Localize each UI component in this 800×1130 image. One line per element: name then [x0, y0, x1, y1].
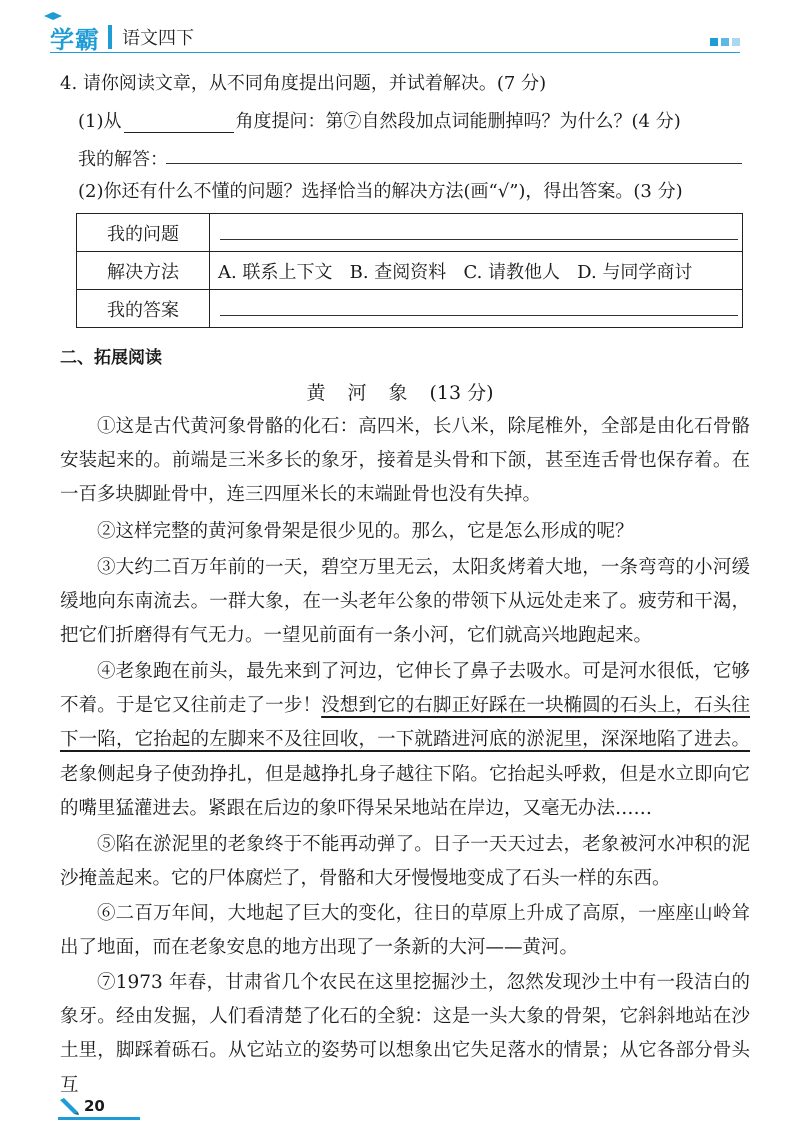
paragraph-2: ②这样完整的黄河象骨架是很少见的。那么，它是怎么形成的呢？ [97, 521, 634, 542]
paragraph-5: ⑤陷在淤泥里的老象终于不能再动弹了。日子一天天过去，老象被河水冲积的泥沙掩盖起来。它的尸体腐烂了，骨骼和大牙慢慢地变成了石头一样的东西。 [60, 834, 750, 890]
paragraph-7: ⑦1973 年春，甘肃省几个农民在这里挖掘沙土，忽然发现沙土中有一段洁白的象牙。经由发掘，人们看清楚了化石的全貌：这是一头大象的骨架，它斜斜地站在沙土里，脚踩着砾石。从它站立的姿势可以想象出它失足落水的情景；从它各部分骨头互 [60, 972, 750, 1096]
answer-table [76, 213, 743, 328]
header-decoration [710, 38, 740, 46]
page-number: 20 [84, 1097, 105, 1115]
pencil-icon [58, 1096, 80, 1116]
article-title [0, 378, 800, 405]
article-title-text: 黄河象 [306, 382, 430, 404]
question-part1 [78, 107, 681, 133]
my-answer-line[interactable] [166, 163, 742, 164]
footer-rule [58, 1117, 140, 1120]
header-rule [50, 52, 740, 53]
write-line [220, 239, 738, 240]
my-answer-label: 我的解答： [78, 149, 168, 170]
paragraph-1: ①这是古代黄河象骨骼的化石：高四米，长八米，除尾椎外，全部是由化石骨骼安装起来的。前端是三米多长的象牙，接着是头骨和下颌，甚至连舌骨也保存着。在一百多块脚趾骨中，连三四厘米长的末端趾骨也没有失掉。 [60, 416, 750, 506]
book-title: 语文四下 [122, 28, 194, 49]
table-row [77, 214, 743, 252]
graduation-cap-icon [44, 12, 62, 22]
paragraph-4 [60, 655, 750, 826]
angle-blank[interactable] [124, 114, 234, 133]
article-score: (13 分) [429, 382, 494, 404]
logo-divider [108, 25, 112, 49]
row-label: 我的答案 [77, 290, 210, 328]
my-question-cell[interactable] [210, 214, 743, 252]
logo [50, 22, 194, 52]
paragraph-6: ⑥二百万年间，大地起了巨大的变化，往日的草原上升成了高原，一座座山岭耸出了地面，而在老象安息的地方出现了一条新的大河——黄河。 [60, 903, 750, 959]
write-line [220, 315, 738, 316]
row-label: 解决方法 [77, 252, 210, 290]
paragraph-4-c: 老象侧起身子使劲挣扎，但是越挣扎身子越往下陷。它抬起头呼救，但是水立即向它的嘴里猛灌进去。紧跟在后边的象吓得呆呆地站在岸边，又毫无办法…… [60, 763, 750, 819]
method-options[interactable]: A. 联系上下文 B. 查阅资料 C. 请教他人 D. 与同学商讨 [210, 252, 743, 290]
logo-text: 学霸 [50, 25, 100, 54]
table-row [77, 290, 743, 328]
row-label: 我的问题 [77, 214, 210, 252]
section-title: 二、拓展阅读 [60, 348, 162, 368]
question-part2: (2)你还有什么不懂的问题？选择恰当的解决方法(画“√”)，得出答案。(3 分) [78, 181, 683, 202]
underlined-sentence: 没想到它的右脚正好踩在一块椭圆的石头上，石头往下一陷，它抬起的左脚来不及往回收，一下就踏进河底的淤泥里，深深地陷了进去。 [60, 695, 750, 751]
page-header [0, 0, 800, 60]
paragraph-4-a: ④老象跑在前头，最先来到了河边，它伸长了鼻子去吸水。可是河水很低，它够不着。于是它又往前走了一步！ [60, 661, 750, 717]
my-answer-cell[interactable] [210, 290, 743, 328]
part1-suffix: 角度提问：第⑦自然段加点词能删掉吗？为什么？(4 分) [235, 111, 681, 132]
table-row [77, 252, 743, 290]
question-stem: 4. 请你阅读文章，从不同角度提出问题，并试着解决。(7 分) [60, 73, 547, 94]
paragraph-3: ③大约二百万年前的一天，碧空万里无云，太阳炙烤着大地，一条弯弯的小河缓缓地向东南流去。一群大象，在一头老年公象的带领下从远处走来了。疲劳和干渴，把它们折磨得有气无力。一望见前面有一条小河，它们就高兴地跑起来。 [60, 557, 750, 647]
part1-prefix: (1)从 [78, 111, 122, 132]
